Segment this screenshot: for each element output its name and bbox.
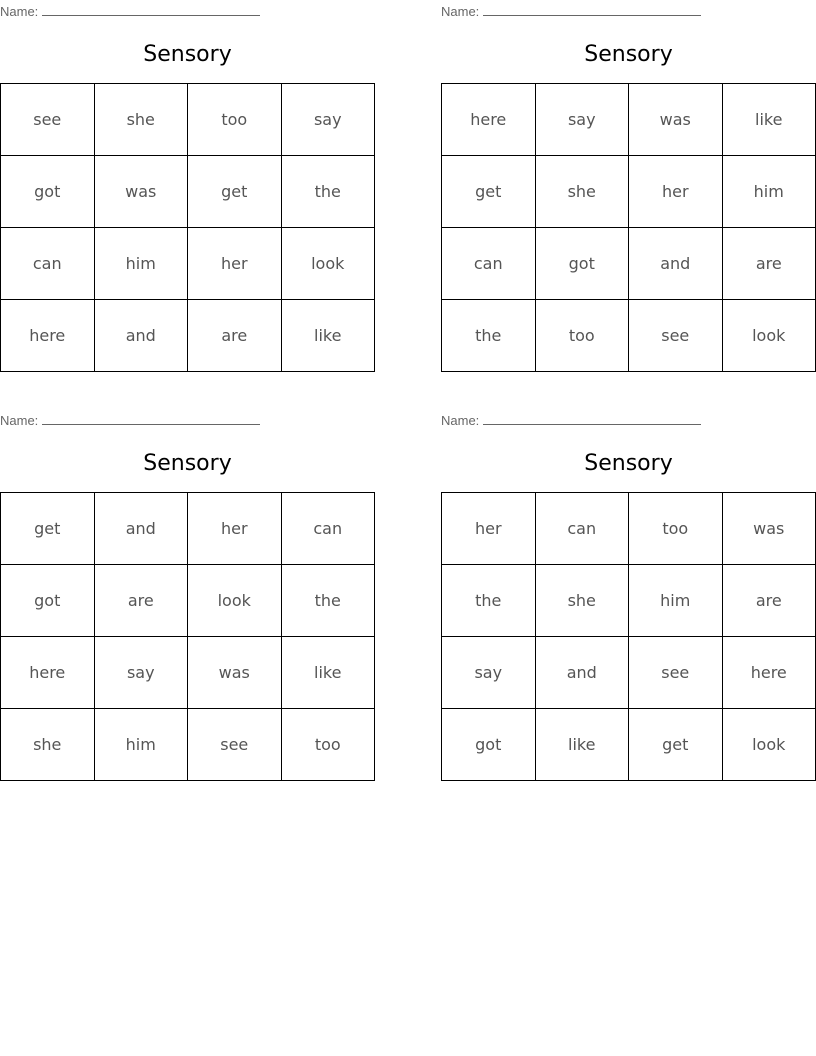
bingo-grid — [0, 83, 375, 372]
grid-cell: too — [281, 709, 375, 781]
name-field — [0, 3, 260, 19]
grid-row — [1, 300, 375, 372]
grid-cell: can — [281, 493, 375, 565]
card-title: Sensory — [143, 451, 232, 476]
grid-cell: was — [94, 156, 188, 228]
grid-cell: her — [442, 493, 536, 565]
grid-cell: get — [188, 156, 282, 228]
grid-cell: like — [281, 637, 375, 709]
grid-cell: see — [188, 709, 282, 781]
grid-cell: can — [442, 228, 536, 300]
grid-cell: are — [188, 300, 282, 372]
name-field — [441, 3, 701, 19]
grid-cell: see — [629, 300, 723, 372]
grid-cell: are — [722, 228, 816, 300]
grid-row — [1, 84, 375, 156]
grid-cell: was — [722, 493, 816, 565]
grid-cell: was — [629, 84, 723, 156]
grid-cell: him — [94, 228, 188, 300]
grid-cell: and — [535, 637, 629, 709]
name-label: Name: — [0, 413, 39, 428]
grid-cell: here — [442, 84, 536, 156]
grid-row — [1, 156, 375, 228]
grid-row — [442, 156, 816, 228]
name-line[interactable] — [483, 3, 701, 16]
grid-row — [442, 228, 816, 300]
bingo-grid — [441, 83, 816, 372]
grid-cell: too — [629, 493, 723, 565]
card-title: Sensory — [584, 42, 673, 67]
grid-cell: say — [442, 637, 536, 709]
grid-row — [1, 709, 375, 781]
card-title: Sensory — [584, 451, 673, 476]
grid-row — [1, 228, 375, 300]
grid-cell: get — [1, 493, 95, 565]
grid-cell: here — [1, 637, 95, 709]
grid-cell: was — [188, 637, 282, 709]
grid-cell: look — [722, 300, 816, 372]
name-label: Name: — [441, 4, 480, 19]
grid-cell: got — [442, 709, 536, 781]
grid-cell: got — [535, 228, 629, 300]
grid-cell: like — [535, 709, 629, 781]
bingo-grid — [441, 492, 816, 781]
grid-cell: are — [722, 565, 816, 637]
grid-cell: look — [281, 228, 375, 300]
name-label: Name: — [0, 4, 39, 19]
grid-cell: say — [535, 84, 629, 156]
grid-row — [1, 493, 375, 565]
grid-cell: say — [281, 84, 375, 156]
grid-cell: her — [629, 156, 723, 228]
grid-row — [442, 637, 816, 709]
grid-cell: got — [1, 156, 95, 228]
grid-cell: get — [442, 156, 536, 228]
grid-cell: she — [535, 156, 629, 228]
grid-cell: see — [629, 637, 723, 709]
grid-row — [1, 565, 375, 637]
grid-cell: like — [722, 84, 816, 156]
grid-cell: and — [629, 228, 723, 300]
name-line[interactable] — [42, 3, 260, 16]
grid-row — [442, 300, 816, 372]
grid-cell: she — [1, 709, 95, 781]
grid-cell: and — [94, 300, 188, 372]
card-title: Sensory — [143, 42, 232, 67]
grid-cell: too — [188, 84, 282, 156]
name-label: Name: — [441, 413, 480, 428]
grid-cell: are — [94, 565, 188, 637]
name-line[interactable] — [42, 412, 260, 425]
grid-cell: him — [629, 565, 723, 637]
name-line[interactable] — [483, 412, 701, 425]
name-field — [0, 412, 260, 428]
grid-cell: she — [535, 565, 629, 637]
grid-row — [442, 709, 816, 781]
grid-cell: get — [629, 709, 723, 781]
grid-row — [442, 84, 816, 156]
grid-cell: too — [535, 300, 629, 372]
grid-cell: here — [722, 637, 816, 709]
grid-row — [442, 565, 816, 637]
grid-row — [1, 637, 375, 709]
bingo-grid — [0, 492, 375, 781]
grid-cell: here — [1, 300, 95, 372]
grid-cell: the — [442, 300, 536, 372]
grid-cell: her — [188, 228, 282, 300]
grid-cell: look — [188, 565, 282, 637]
grid-cell: can — [535, 493, 629, 565]
grid-cell: him — [722, 156, 816, 228]
grid-cell: the — [442, 565, 536, 637]
grid-cell: she — [94, 84, 188, 156]
grid-cell: her — [188, 493, 282, 565]
grid-cell: see — [1, 84, 95, 156]
name-field — [441, 412, 701, 428]
grid-cell: and — [94, 493, 188, 565]
grid-cell: say — [94, 637, 188, 709]
grid-cell: got — [1, 565, 95, 637]
grid-row — [442, 493, 816, 565]
grid-cell: the — [281, 156, 375, 228]
grid-cell: the — [281, 565, 375, 637]
grid-cell: him — [94, 709, 188, 781]
grid-cell: look — [722, 709, 816, 781]
grid-cell: like — [281, 300, 375, 372]
grid-cell: can — [1, 228, 95, 300]
